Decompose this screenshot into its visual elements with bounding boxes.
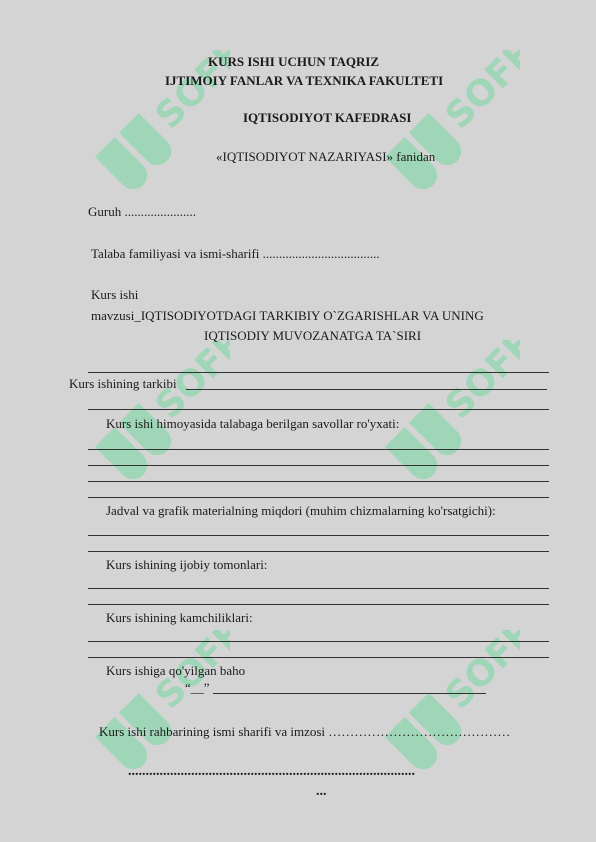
- subject-line: «IQTISODIYOT NAZARIYASI» fanidan: [216, 149, 436, 164]
- blank-line: [88, 449, 549, 450]
- group-field: Guruh ......................: [88, 204, 196, 219]
- blank-line: [88, 535, 549, 536]
- svg-text:SOFF: SOFF: [437, 50, 520, 138]
- blank-line: [88, 551, 549, 552]
- watermark-logo: [80, 340, 230, 490]
- topic-line-1: mavzusi_IQTISODIYOTDAGI TARKIBIY O`ZGARISHLAR VA UNING: [91, 308, 484, 323]
- supervisor-field: Kurs ishi rahbarining ismi sharifi va imzosi ……………………………………: [99, 724, 511, 739]
- department-title: IQTISODIYOT KAFEDRASI: [243, 110, 412, 125]
- faculty-title: IJTIMOIY FANLAR VA TEXNIKA FAKULTETI: [165, 73, 444, 88]
- blank-line: [88, 465, 549, 466]
- blank-line: [88, 657, 549, 658]
- svg-text:SOFF: SOFF: [147, 340, 230, 428]
- watermark-logo: [370, 340, 520, 490]
- svg-text:SOFF: SOFF: [437, 630, 520, 718]
- blank-line: [88, 588, 549, 589]
- blank-line: [88, 409, 549, 410]
- blank-line: [186, 389, 547, 390]
- svg-text:SOFF: SOFF: [147, 630, 230, 718]
- watermark-logo: [370, 630, 520, 780]
- blank-line: [213, 693, 486, 694]
- questions-field: Kurs ishi himoyasida talabaga berilgan savollar ro'yxati:: [106, 416, 400, 431]
- topic-line-2: IQTISODIY MUVOZANATGA TA`SIRI: [204, 328, 422, 343]
- signature-dots-end: ...: [316, 784, 327, 799]
- negative-field: Kurs ishining kamchiliklari:: [106, 610, 253, 625]
- blank-line: [88, 604, 549, 605]
- student-name-field: Talaba familiyasi va ismi-sharifi ....................................: [91, 246, 380, 261]
- svg-text:SOFF: SOFF: [147, 50, 230, 138]
- signature-dots: ..................................................................................: [128, 764, 415, 779]
- content-field: Kurs ishining tarkibi: [69, 376, 177, 391]
- grade-field: Kurs ishiga qo'yilgan baho: [106, 663, 246, 678]
- blank-line: [88, 497, 549, 498]
- positive-field: Kurs ishining ijobiy tomonlari:: [106, 557, 268, 572]
- tables-field: Jadval va grafik materialning miqdori (muhim chizmalarning ko'rsatgichi):: [106, 503, 496, 518]
- blank-line: [88, 372, 549, 373]
- svg-text:SOFF: SOFF: [437, 340, 520, 428]
- blank-line: [88, 641, 549, 642]
- blank-line: [88, 481, 549, 482]
- topic-label: Kurs ishi: [91, 287, 139, 302]
- review-title: KURS ISHI UCHUN TAQRIZ: [208, 54, 380, 69]
- watermark-logo: [80, 630, 230, 780]
- grade-quote: “__”: [185, 680, 210, 695]
